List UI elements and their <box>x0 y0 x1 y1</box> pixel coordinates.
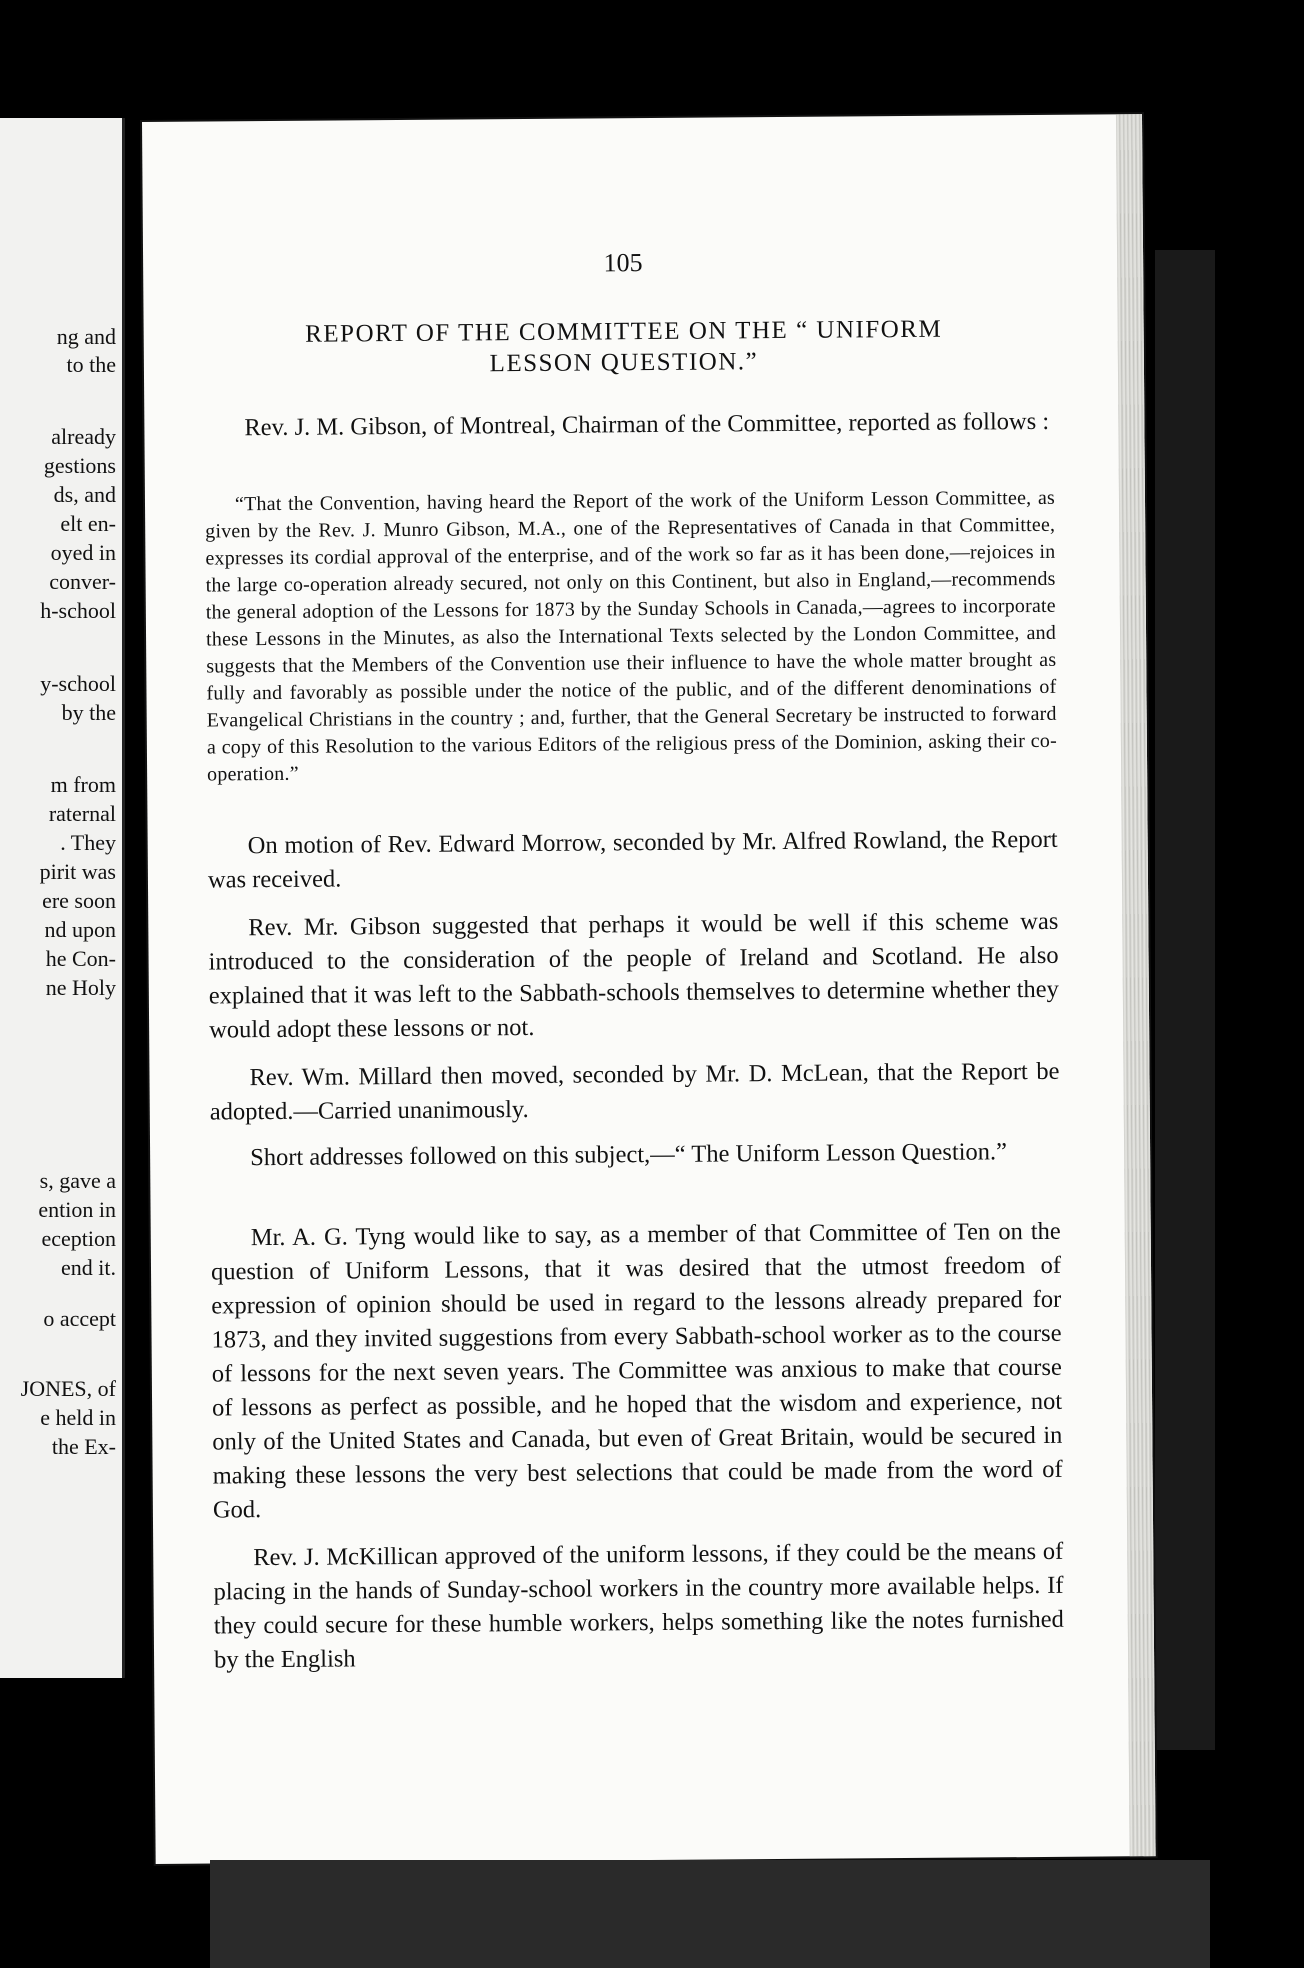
left-page-line: y-school <box>40 671 116 696</box>
left-page-line: o accept <box>43 1306 116 1331</box>
paragraph-tyng: Mr. A. G. Tyng would like to say, as a member of that Committee of Ten on the question of Uniform Lessons, that it was desired that the utmost freedom of expression of opinion should be used in regard to the lessons already prepared for 1873, and they invited suggestions from every Sabbath-school worker as to the course of lessons for the next seven years. The Committee was anxious to make that course of lessons as perfect as possible, and he hoped that the wisdom and experience, not only of the United States and Canada, but even of Great Britain, would be secured in making these lessons the very best selections that could be made from the word of God. <box>210 1217 1063 1524</box>
page-edge <box>1116 114 1156 1856</box>
left-page-line: s, gave a <box>39 1168 116 1193</box>
paragraph-chairman-report: Rev. J. M. Gibson, of Montreal, Chairman of the Committee, reported as follows : <box>244 407 1050 442</box>
left-page-line: nd upon <box>44 917 116 942</box>
paragraph-mckillican: Rev. J. McKillican approved of the uniform lessons, if they could be the means of placing in the hands of Sunday-school workers in the country more available helps. If they could secure for these humble workers, helps something like the notes furnished by the English <box>213 1537 1064 1674</box>
left-page-line: by the <box>61 700 116 725</box>
left-page-line: raternal <box>48 801 116 826</box>
paragraph-gibson: Rev. Mr. Gibson suggested that perhaps it would be well if this scheme was introduced to the consideration of the people of Ireland and Scotland. He also explained that it was left to the Sabbath-schools themselves to determine whether they would adopt these lessons or not. <box>208 907 1059 1044</box>
left-page-line: ere soon <box>42 888 116 913</box>
left-page-line: pirit was <box>39 859 116 884</box>
left-page-line: already <box>51 424 116 449</box>
left-page-line: oyed in <box>50 540 116 565</box>
paragraph-motion: On motion of Rev. Edward Morrow, seconded by Mr. Alfred Rowland, the Report was received. <box>207 825 1058 894</box>
left-page-line: gestions <box>43 453 116 478</box>
section-title-line: REPORT OF THE COMMITTEE ON THE “ UNIFORM <box>305 315 943 348</box>
left-page-line: eception <box>41 1226 116 1251</box>
section-title <box>204 313 1044 382</box>
section-title-line: LESSON QUESTION.” <box>489 348 759 378</box>
left-page-line: h-school <box>40 598 116 623</box>
left-page-line: he Con- <box>45 946 116 971</box>
paragraph-millard: Rev. Wm. Millard then moved, seconded by Mr. D. McLean, that the Report be adopted.—Carried unanimously. <box>209 1057 1060 1126</box>
left-page-line: conver- <box>49 569 116 594</box>
left-page-line: ne Holy <box>45 975 116 1000</box>
left-page-line: to the <box>66 352 116 377</box>
left-page-line: m from <box>50 772 116 797</box>
left-page-line: end it. <box>61 1255 116 1280</box>
paragraph-addresses: Short addresses followed on this subject,—“ The Uniform Lesson Question.” <box>250 1138 1008 1172</box>
left-page-line: JONES, of <box>20 1376 116 1401</box>
left-page-line: the Ex- <box>51 1434 116 1459</box>
left-page-line: ds, and <box>53 482 116 507</box>
left-page-line: . They <box>60 830 116 855</box>
left-page-line: e held in <box>40 1405 116 1430</box>
resolution-text: “That the Convention, having heard the Report of the work of the Uniform Lesson Committee, as given by the Rev. J. Munro Gibson, M.A., one of the Representatives of Canada in that Committee, expresses its cordial approval of the enterprise, and of the work so far as it has been done,—rejoices in the large co-operation already secured, not only on this Continent, but also in England,—recommends the general adoption of the Lessons for 1873 by the Sunday Schools in Canada,—agrees to incorporate these Lessons in the Minutes, as also the International Texts selected by the London Committee, and suggests that the Members of the Convention use their influence to have the whole matter brought as fully and favorably as possible under the notice of the public, and of the different denominations of Evangelical Christians in the country ; and, further, that the General Secretary be instructed to forward a copy of this Resolution to the various Editors of the religious press of the Dominion, asking their co-operation.” <box>205 486 1057 786</box>
left-page-line: ention in <box>38 1197 116 1222</box>
left-page-line: ng and <box>56 324 116 349</box>
page-number: 105 <box>603 248 643 278</box>
left-facing-page <box>0 118 125 1678</box>
book-binding-shadow <box>1155 250 1215 1750</box>
left-page-line: elt en- <box>60 511 116 536</box>
page-stack-shadow <box>210 1860 1210 1968</box>
book-page <box>142 114 1156 1864</box>
